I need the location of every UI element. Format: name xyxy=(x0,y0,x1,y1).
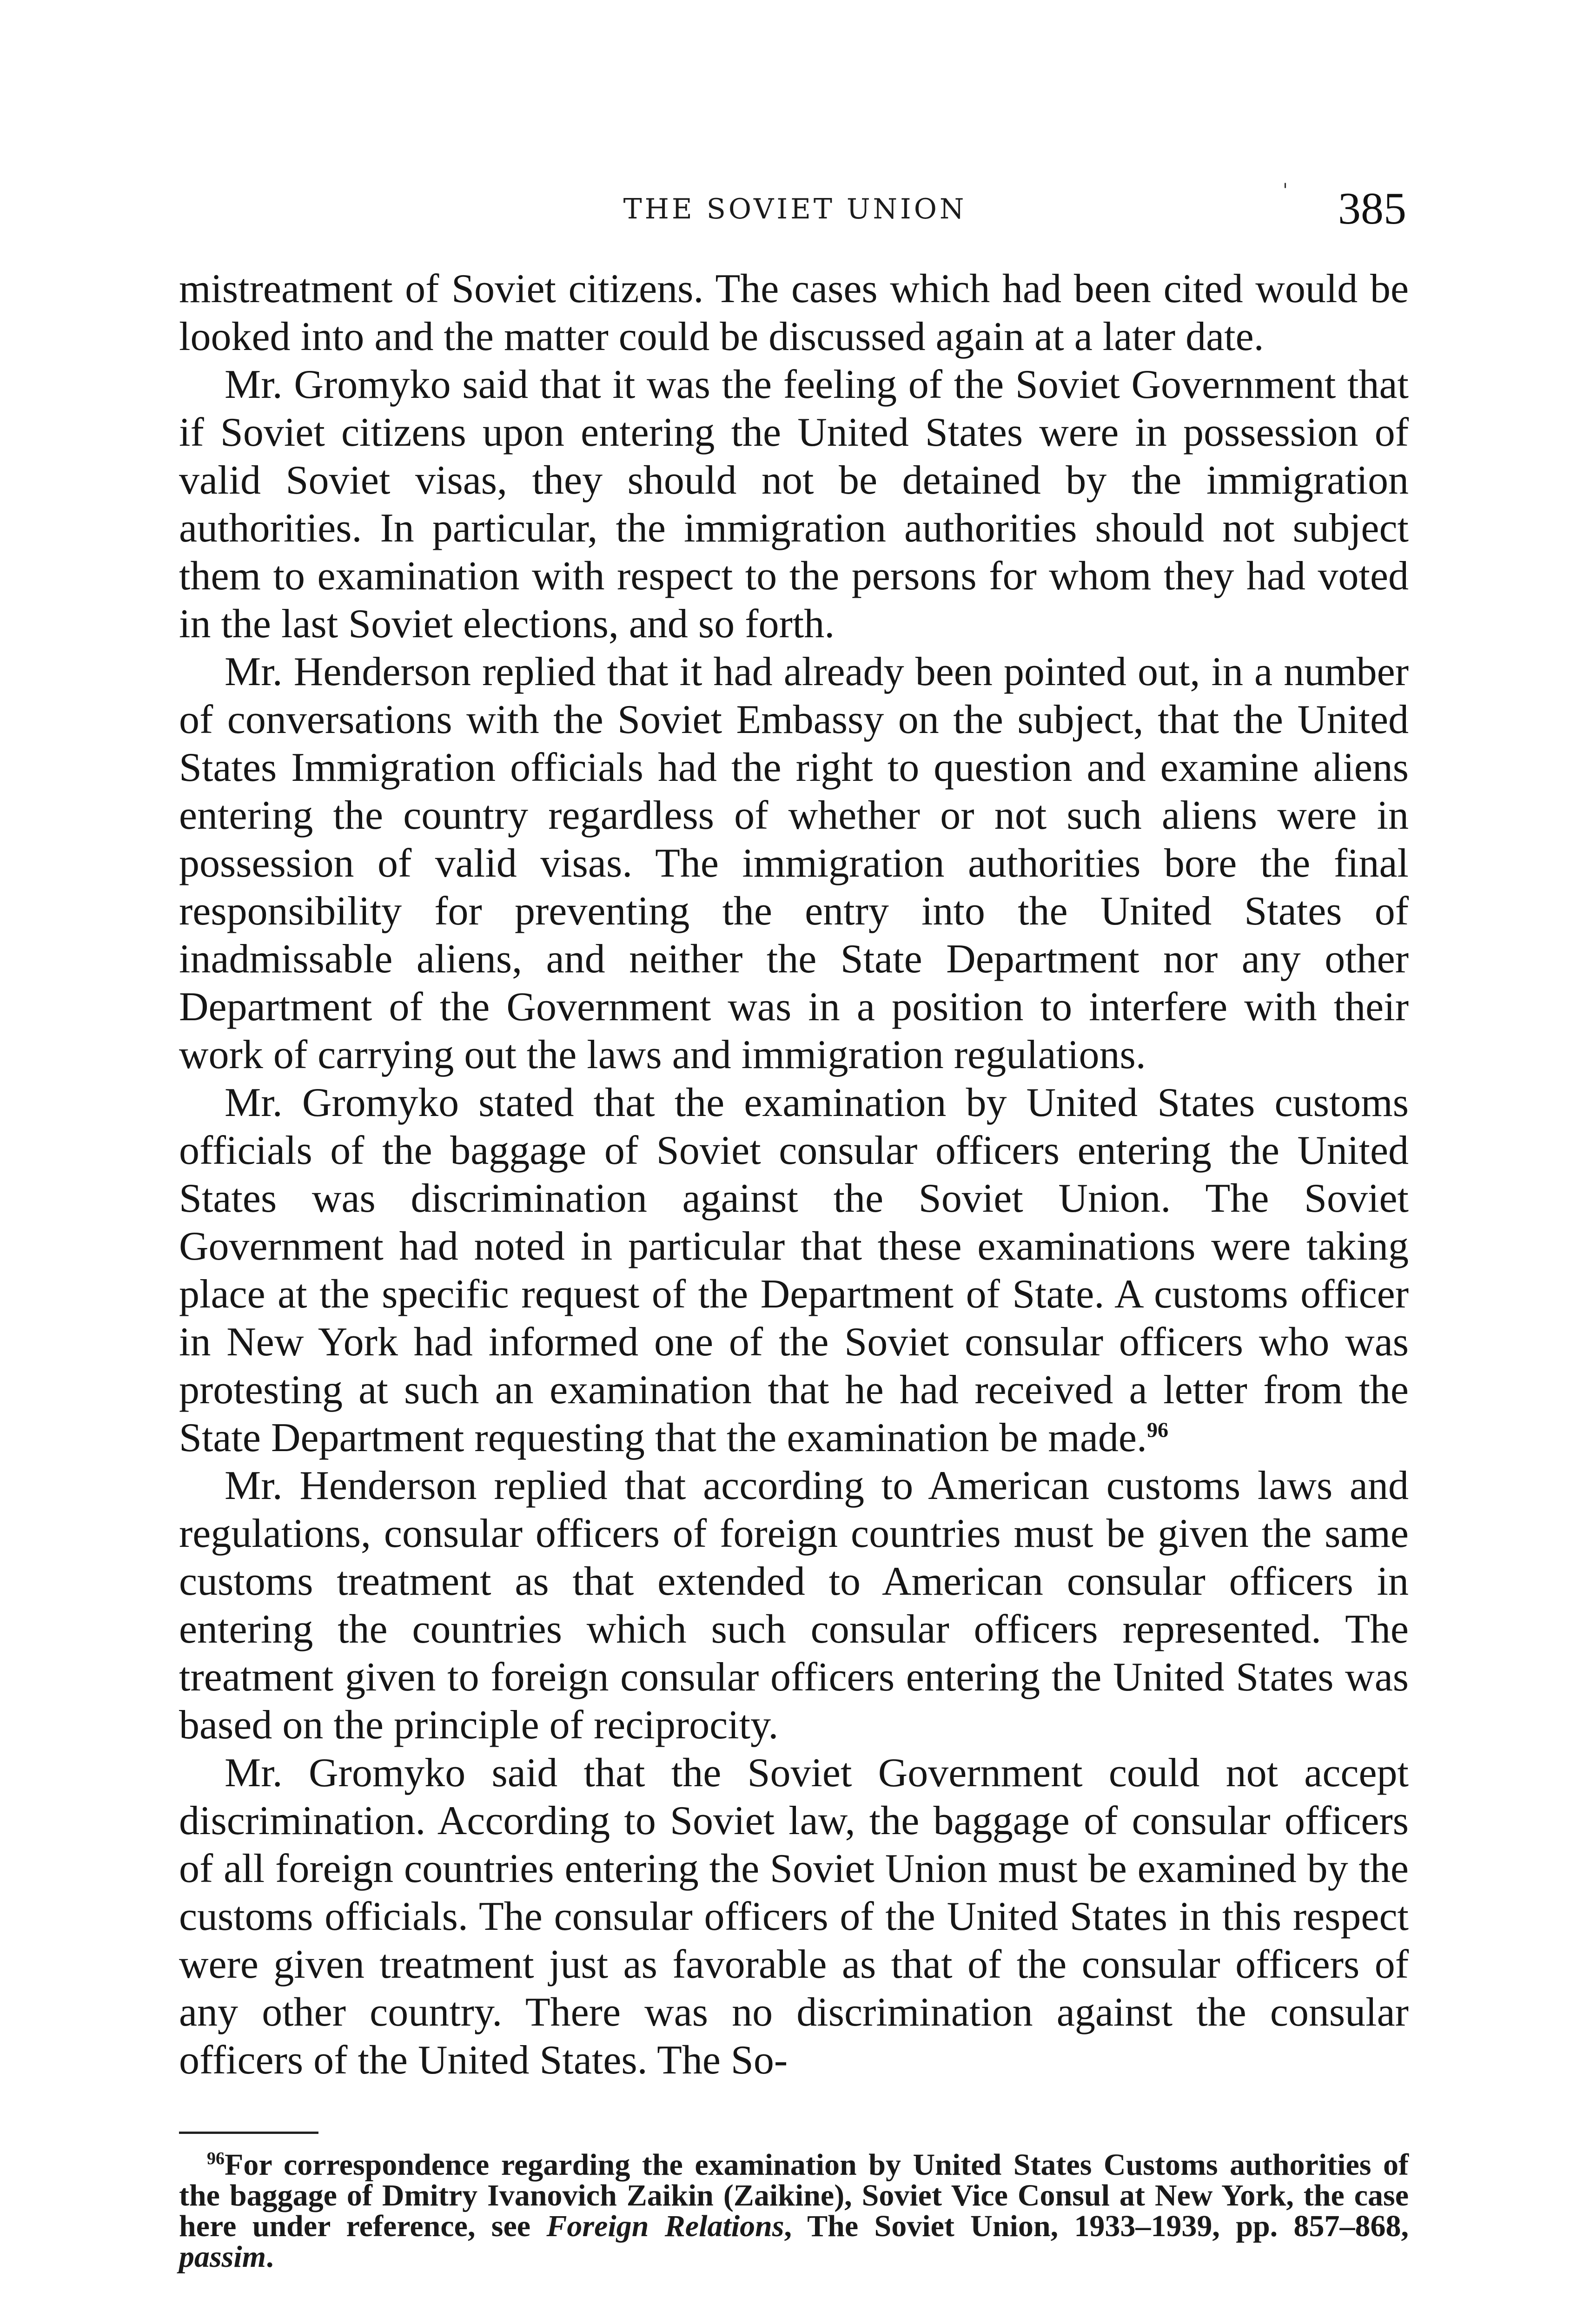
footnote-title-italic: Foreign Relations xyxy=(546,2209,784,2243)
paragraph: Mr. Gromyko said that it was the feeling of the Soviet Government that if Soviet citizens upon entering the United States were in possession of valid Soviet visas, they should not be detained by the immigration authorities. In particular, the immigration authorities should not subject them to examination with respect to the persons for whom they had voted in the last Soviet elections, and so forth. xyxy=(179,362,1409,647)
footnote-divider xyxy=(179,2132,318,2134)
page-number: 385 xyxy=(1338,184,1406,234)
paragraph: Mr. Henderson replied that it had already been pointed out, in a number of conversations with the Soviet Embassy on the subject, that the United States Immigration officials had the right to question and examine aliens entering the country regardless of whether or not such aliens were in possession of valid visas. The immigration authorities bore the final responsibility for preventing the entry into the United States of inadmissable aliens, and neither the State Department nor any other Department of the Government was in a position to interfere with their work of carrying out the laws and immigration regulations. xyxy=(179,649,1409,1077)
footnote-reference: 96 xyxy=(1146,1418,1168,1442)
paragraph: Mr. Henderson replied that according to American customs laws and regulations, consular officers of foreign countries must be given the same customs treatment as that extended to American consular officers in entering the countries which such consular officers represented. The treatment given to foreign consular officers entering the United States was based on the principle of reciprocity. xyxy=(179,1463,1409,1748)
footnote xyxy=(179,2150,1409,2272)
paragraph: Mr. Gromyko said that the Soviet Government could not accept discrimination. According to Soviet law, the baggage of consular officers of all foreign countries entering the Soviet Union must be examined by the customs officials. The consular officers of the United States in this respect were given treatment just as favorable as that of the consular officers of any other country. There was no discrimination against the consular officers of the United States. The So- xyxy=(179,1750,1409,2083)
running-head xyxy=(0,180,1590,239)
body-text xyxy=(179,265,1409,2084)
paragraph: Mr. Gromyko stated that the examination by United States customs officials of the baggage of Soviet consular officers entering the United States was discrimination against the Soviet Union. The Soviet Government had noted in particular that these examinations were taking place at the specific request of the Department of State. A customs officer in New York had informed one of the Soviet consular officers who was protesting at such an examination that he had received a letter from the State Department requesting that the examination be made.$^{96}$ xyxy=(179,1080,1409,1460)
footnote-marker: 96 xyxy=(207,2149,225,2168)
running-title: THE SOVIET UNION xyxy=(623,193,967,225)
paragraph: mistreatment of Soviet citizens. The cases which had been cited would be looked into and the matter could be discussed again at a later date. xyxy=(179,266,1409,359)
page-mark: ' xyxy=(1283,180,1288,201)
footnote-passim-italic: passim xyxy=(179,2240,266,2274)
footnote-text: $^{96}$For correspondence regarding the examination by United States Customs authorities of the baggage of Dmitry Ivanovich Zaikin (Zaikine), Soviet Vice Consul at New York, the case here under reference, see Foreign Relations, The Soviet Union, 1933–1939, pp. 857–868, passim. xyxy=(179,2148,1409,2274)
